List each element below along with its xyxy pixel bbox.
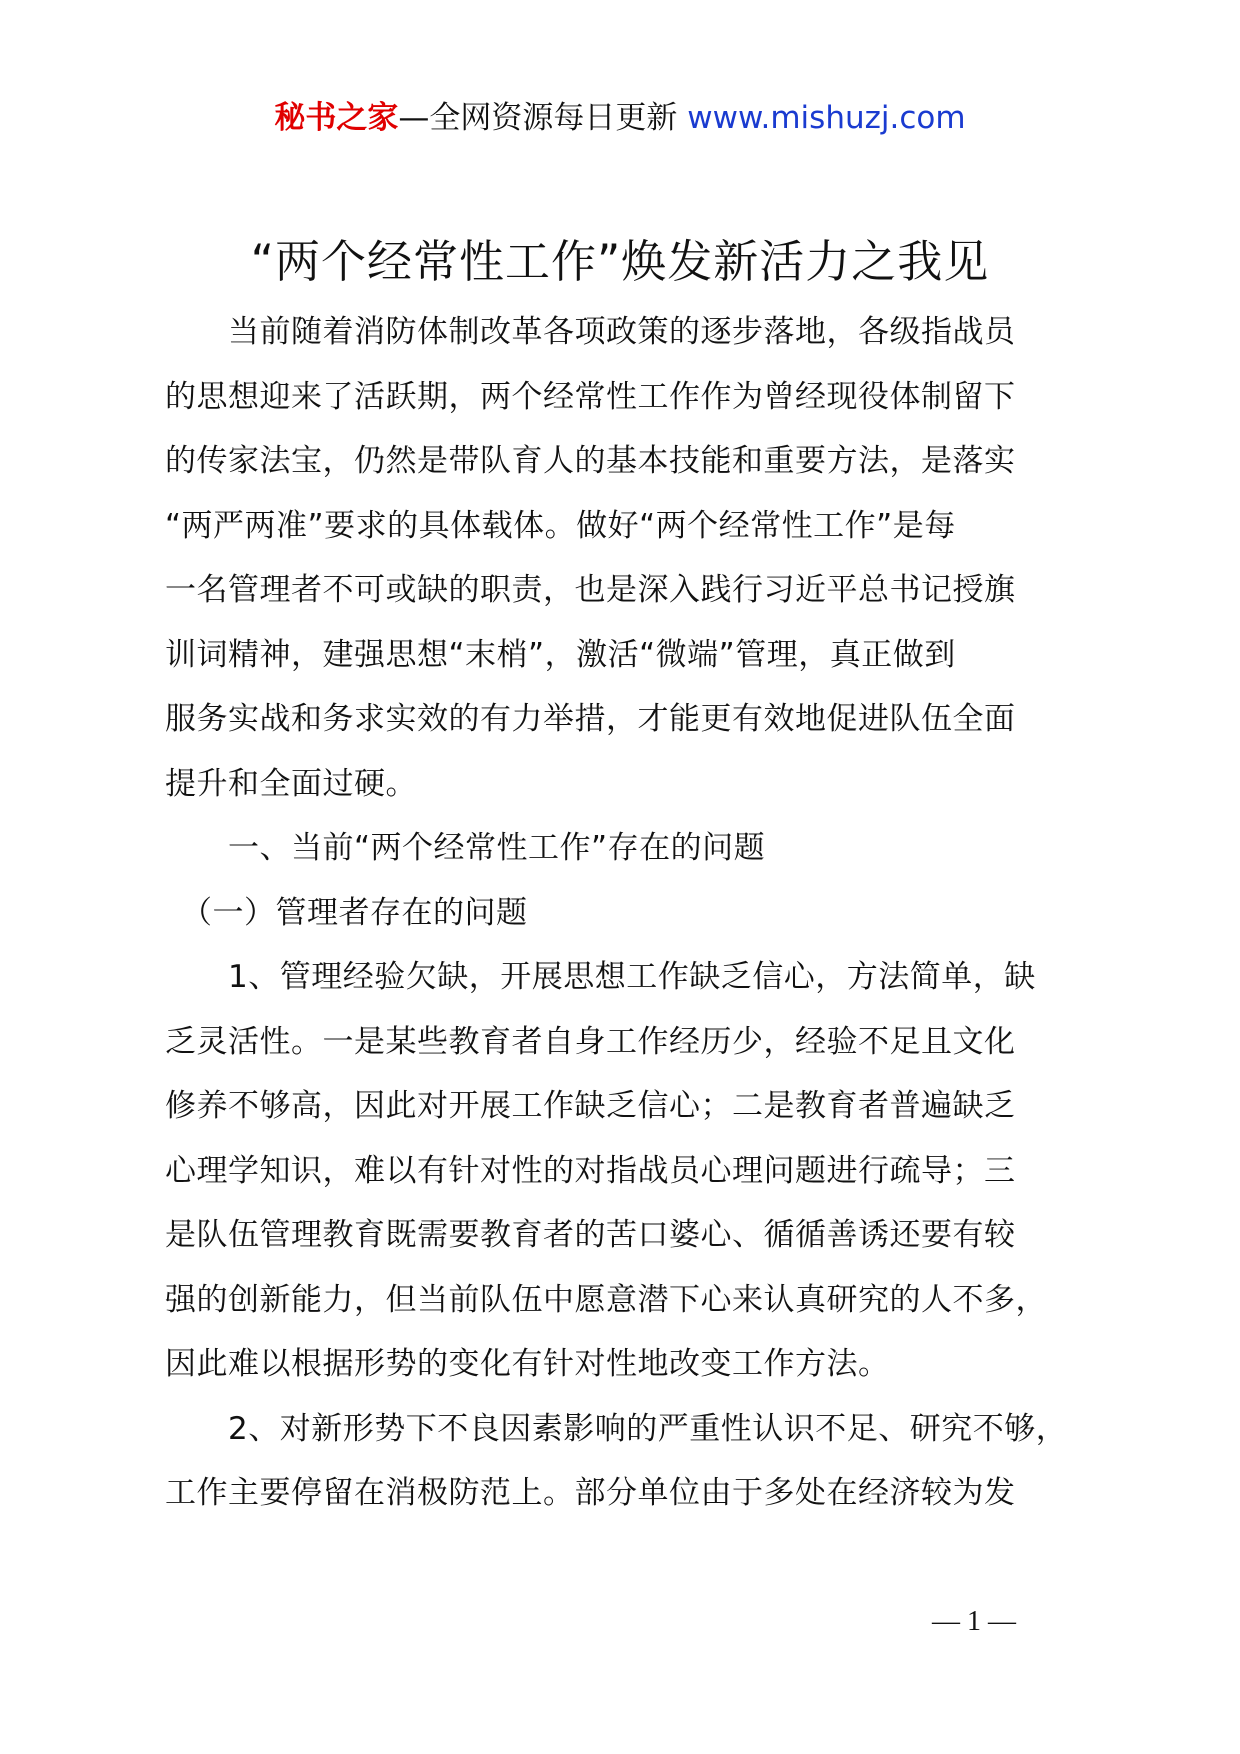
section-heading: 一、当前“两个经常性工作”存在的问题 [165, 830, 766, 866]
text-line: 1、管理经验欠缺，开展思想工作缺乏信心，方法简单，缺 [165, 959, 1036, 995]
text-line: 修养不够高，因此对开展工作缺乏信心；二是教育者普遍缺乏 [165, 1088, 1016, 1124]
text-line: 乏灵活性。一是某些教育者自身工作经历少，经验不足且文化 [165, 1023, 1016, 1060]
site-url-link[interactable]: www.mishuzj.com [687, 100, 966, 136]
document-body [165, 300, 1105, 1526]
site-header [0, 98, 1240, 138]
text-line: 当前随着消防体制改革各项政策的逐步落地，各级指战员 [165, 314, 1016, 350]
text-line: 心理学知识，难以有针对性的对指战员心理问题进行疏导；三 [165, 1152, 1016, 1189]
text-line: 2、对新形势下不良因素影响的严重性认识不足、研究不够， [165, 1410, 1068, 1447]
text-line: 因此难以根据形势的变化有针对性地改变工作方法。 [165, 1346, 890, 1382]
text-line: 是队伍管理教育既需要教育者的苦口婆心、循循善诱还要有较 [165, 1217, 1016, 1253]
page-number: — 1 — [932, 1606, 1016, 1637]
text-line: 服务实战和务求实效的有力举措，才能更有效地促进队伍全面 [165, 701, 1016, 737]
text-line: 的思想迎来了活跃期，两个经常性工作作为曾经现役体制留下 [165, 378, 1016, 415]
text-line: 训词精神，建强思想“末梢”，激活“微端”管理，真正做到 [165, 636, 956, 673]
text-line: “两严两准”要求的具体载体。做好“两个经常性工作”是每 [165, 507, 956, 544]
text-line: 的传家法宝，仍然是带队育人的基本技能和重要方法，是落实 [165, 443, 1016, 479]
text-line: 一名管理者不可或缺的职责，也是深入践行习近平总书记授旗 [165, 572, 1016, 608]
header-tagline: —全网资源每日更新 [398, 100, 678, 136]
text-line: 工作主要停留在消极防范上。部分单位由于多处在经济较为发 [165, 1475, 1016, 1511]
text-line: 强的创新能力，但当前队伍中愿意潜下心来认真研究的人不多， [165, 1281, 1047, 1318]
text-line: 提升和全面过硬。 [165, 765, 417, 802]
document-title: “两个经常性工作”焕发新活力之我见 [250, 235, 990, 288]
subsection-heading: （一）管理者存在的问题 [165, 894, 528, 931]
brand-name: 秘书之家 [274, 100, 399, 136]
